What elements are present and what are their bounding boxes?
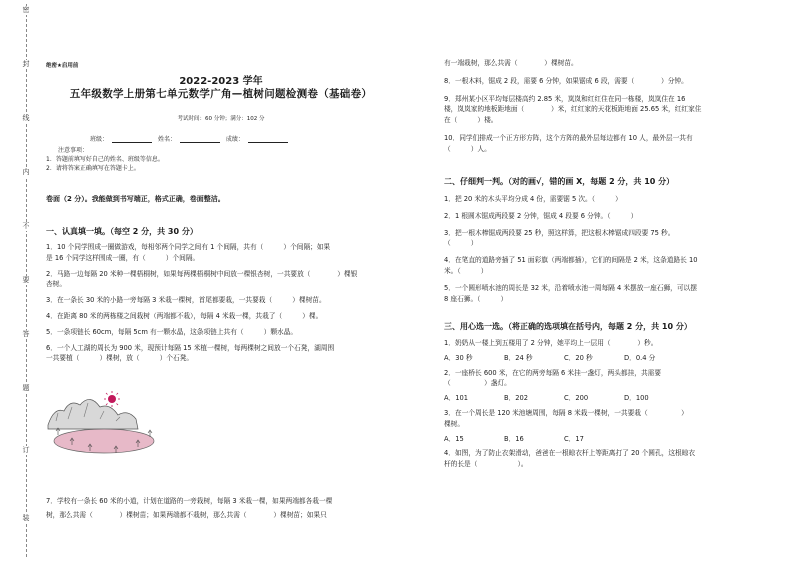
question-line: 10．同学们排成一个正方形方阵，这个方阵的最外层每边都有 10 人，最外层一共有 [444, 133, 693, 142]
gutter-mark: 答 [22, 330, 30, 338]
option[interactable]: B．24 秒 [504, 353, 533, 362]
question-line: （ ）盏灯。 [444, 379, 511, 388]
notice-heading: 注意事项： [58, 147, 89, 154]
question-line: 3．在一个周长是 120 米池塘周围，每隔 8 米栽一棵树，一共要栽（ ） [444, 408, 688, 417]
section-1-title: 一、认真填一填。（每空 2 分，共 30 分） [46, 227, 198, 236]
option[interactable]: C．20 秒 [564, 353, 593, 362]
question-line: 杏树。 [46, 280, 67, 289]
question-line: （ ）人。 [444, 144, 491, 153]
class-label: 班级： [90, 136, 109, 143]
notice-item: 1．答题前填写好自己的姓名、班级等信息。 [46, 156, 164, 163]
gutter-mark: 订 [22, 446, 30, 454]
school-year: 2022-2023 学年 [179, 76, 263, 87]
gutter-mark: 不 [22, 222, 30, 230]
gutter-mark: 线 [22, 114, 30, 122]
neatness-statement: 卷面（2 分）。我能做到书写端正，格式正确，卷面整洁。 [46, 195, 225, 203]
question-line: 楼，岚岚家的地板距地面（ ）米，红红家的天花板距地面 25.65 米，红红家住 [444, 105, 702, 114]
student-info-fields [90, 134, 292, 143]
question-line: 是 16 个同学这样围成一圈，有（ ）个间隔。 [46, 253, 200, 262]
gutter-mark: 题 [22, 384, 30, 392]
question-line: 9．郑州某小区平均每层楼高约 2.85 米，岚岚和红红住在同一栋楼，岚岚住在 16 [444, 94, 686, 103]
gutter-mark: 封 [22, 60, 30, 68]
gutter-mark: 内 [22, 168, 30, 176]
question-line: 1．把 20 米的木头平均分成 4 份，需要锯 5 次。（ ） [444, 195, 622, 203]
option[interactable]: A．15 [444, 434, 464, 443]
question-line: 8．一根木料，锯成 2 段，需要 6 分钟，如果锯成 6 段，需要（ ）分钟。 [444, 76, 688, 85]
score-label: 成绩： [225, 136, 244, 143]
question-7 [46, 494, 396, 522]
question-line: 1．10 个同学围成一圈做游戏，每相邻两个同学之间有 1 个间隔，共有（ ）个间隔；如果 [46, 243, 331, 251]
q2-options [444, 393, 789, 404]
question-line: 1．奶奶从一楼上到五楼用了 2 分钟，她平均上一层用（ ）秒。 [444, 339, 658, 347]
option[interactable]: A．101 [444, 394, 469, 403]
q3-options [444, 434, 789, 445]
question-line: 5．一条项链长 60cm，每隔 5cm 有一颗水晶，这条项链上共有（ ）颗水晶。 [46, 327, 298, 336]
gutter-mark: 要 [22, 276, 30, 284]
binding-gutter [0, 0, 34, 561]
score-field[interactable] [248, 136, 288, 143]
question-line: 2．一座桥长 600 米，在它的两旁每隔 6 米挂一盏灯，两头都挂，共需要 [444, 368, 662, 377]
lake-illustration [46, 385, 156, 457]
exam-meta: 考试时间：60 分钟；满分：102 分 [177, 116, 265, 122]
question-line: 有一端栽树，那么共需（ ）棵树苗。 [444, 59, 578, 67]
question-line: 树，那么共需（ ）棵树苗；如果两端都不栽树，那么共需（ ）棵树苗；如果只 [46, 511, 327, 519]
option[interactable]: B．16 [504, 434, 524, 443]
question-line: 杆的长是（ ）。 [444, 460, 528, 469]
question-line: 在（ ）楼。 [444, 116, 498, 125]
question-line: 2．1 根圆木锯成两段要 2 分钟，锯成 4 段要 6 分钟。（ ） [444, 211, 638, 220]
gutter-mark: 密 [22, 6, 30, 14]
section-1-questions [46, 242, 396, 364]
option[interactable]: A．30 秒 [444, 353, 473, 362]
section-2-questions [444, 194, 789, 304]
question-line: 4．在笔直的道路旁插了 51 面彩旗（两端都插），它们的间隔是 2 米，这条道路长 10 [444, 256, 698, 265]
question-line: 8 座石狮。（ ） [444, 294, 508, 303]
secret-label: 绝密★启用前 [46, 63, 79, 69]
notice-item: 2．请将答案正确填写在答题卡上。 [46, 165, 140, 172]
section-2-title: 二、仔细判一判。（对的画√，错的画 X，每题 2 分，共 10 分） [444, 177, 675, 186]
section-1-continued [444, 58, 789, 155]
name-field[interactable] [180, 136, 220, 143]
question-line: 米。（ ） [444, 266, 488, 275]
mountain-shape [48, 399, 138, 429]
name-label: 姓名： [157, 136, 176, 143]
section-3-title: 三、用心选一选。（将正确的选项填在括号内，每题 2 分，共 10 分） [444, 322, 692, 331]
question-line: （ ） [444, 239, 478, 248]
section-3-questions [444, 338, 789, 470]
question-line: 棵树。 [444, 419, 465, 428]
question-line: 4．如图，为了防止衣架滑动，爸爸在一根晾衣杆上等距离打了 20 个圆孔，这根晾衣 [444, 449, 696, 458]
question-line: 一共要植（ ）棵树，放（ ）个石凳。 [46, 354, 194, 363]
question-line: 2．马路一边每隔 20 米种一棵梧桐树，如果每两棵梧桐树中间放一棵银杏树，一共要放（ ）棵银 [46, 269, 358, 278]
sun-icon [104, 391, 120, 407]
question-line: 5．一个圆形喷水池的周长是 32 米，沿着喷水池一周每隔 4 米摆放一座石狮，可以摆 [444, 283, 697, 292]
question-line: 3．把一根木棒锯成两段要 25 秒，照这样算，把这根木棒锯成四段要 75 秒。 [444, 228, 675, 237]
question-line: 3．在一条长 30 米的小路一旁每隔 3 米栽一棵树，首尾都要栽，一共要栽（ ）棵树苗。 [46, 296, 326, 305]
question-line: 4．在距离 80 米的两栋楼之间栽树（两端都不栽），每隔 4 米栽一棵，共栽了（ ）棵。 [46, 311, 323, 320]
question-line: 6．一个人工湖的周长为 900 米，现预计每隔 15 米植一棵树，每两棵树之间放一个石凳，湖周围 [46, 343, 335, 352]
option[interactable]: D．0.4 分 [624, 353, 656, 362]
option[interactable]: D．100 [624, 394, 649, 403]
option[interactable]: C．200 [564, 394, 589, 403]
option[interactable]: B．202 [504, 394, 529, 403]
class-field[interactable] [112, 136, 152, 143]
question-line: 7．学校有一条长 60 米的小道，计划在道路的一旁栽树，每隔 3 米栽一棵，如果两端都各栽一棵 [46, 497, 333, 505]
option[interactable]: C．17 [564, 434, 584, 443]
gutter-mark: 装 [22, 514, 30, 522]
page-title: 五年级数学上册第七单元数学广角—植树问题检测卷（基础卷） [69, 88, 373, 100]
notice-block [46, 146, 386, 173]
q1-options [444, 353, 789, 364]
